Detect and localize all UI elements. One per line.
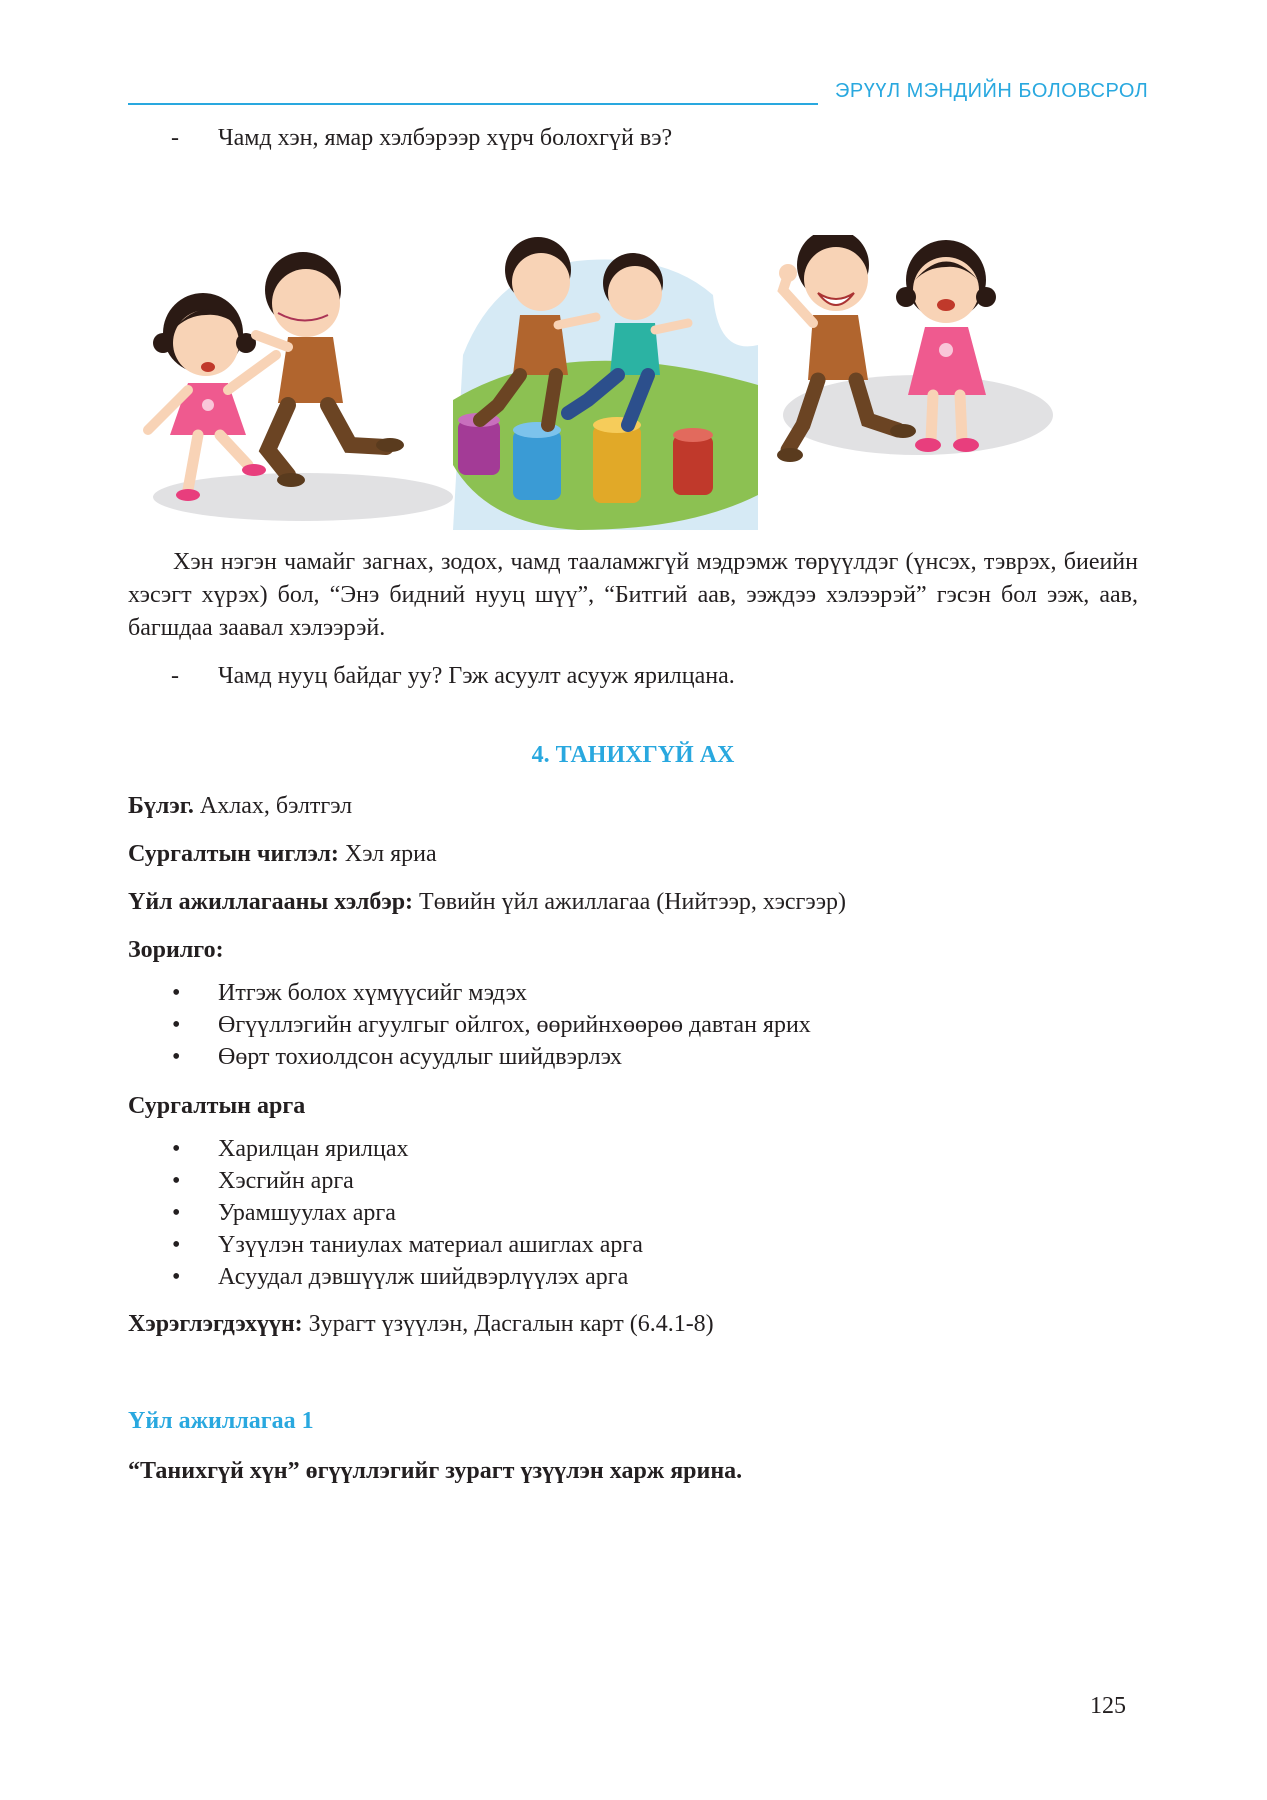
list-item <box>128 1229 1138 1261</box>
direction-value: Хэл яриа <box>338 841 437 867</box>
group-label: Бүлэг. <box>128 793 194 819</box>
direction-label: Сургалтын чиглэл: <box>128 841 339 867</box>
body-paragraph: Хэн нэгэн чамайг загнах, зодох, чамд тааламжгүй мэдрэмж төрүүлдэг (үнсэх, тэврэх, биеийн хэсэгт хүрэх) бол, “Энэ бидний нууц шүү”, “Битгий аав, ээждээ хэлээрэй” гэсэн бол ээж, аав, багшдаа заавал хэлээрэй. <box>128 549 1138 641</box>
bullet: • <box>172 1136 181 1162</box>
running-header: ЭРҮҮЛ МЭНДИЙН БОЛОВСРОЛ <box>835 80 1149 102</box>
methods-list <box>128 1133 1138 1293</box>
materials-field <box>128 1308 714 1340</box>
methods-label: Сургалтын арга <box>128 1093 306 1119</box>
list-item <box>128 1041 1138 1073</box>
section-title: 4. ТАНИХГҮЙ АХ <box>531 742 735 768</box>
bullet: • <box>172 1200 181 1226</box>
list-item <box>128 977 1138 1009</box>
dash-marker: - <box>171 125 179 151</box>
method-item: Урамшуулах арга <box>218 1200 396 1226</box>
scene-girl-chasing-boy <box>148 252 453 521</box>
materials-value: Зурагт үзүүлэн, Дасгалын карт (6.4.1-8) <box>302 1311 714 1337</box>
scene-boy-pushing <box>453 237 758 530</box>
methods-heading <box>128 1090 305 1122</box>
method-item: Асуудал дэвшүүлж шийдвэрлүүлэх арга <box>218 1264 629 1290</box>
form-field <box>128 886 846 918</box>
goal-item: Өөрт тохиолдсон асуудлыг шийдвэрлэх <box>218 1044 622 1070</box>
scene-angry-boy-crying-girl <box>777 235 1053 462</box>
method-item: Харилцан ярилцах <box>218 1136 409 1162</box>
list-item <box>128 1133 1138 1165</box>
bullet: • <box>172 1044 181 1070</box>
bullet: • <box>172 1012 181 1038</box>
group-value: Ахлах, бэлтгэл <box>193 793 353 819</box>
direction-field <box>128 838 437 870</box>
method-item: Хэсгийн арга <box>218 1168 354 1194</box>
goal-item: Итгэж болох хүмүүсийг мэдэх <box>218 980 528 1006</box>
list-item <box>128 1165 1138 1197</box>
goal-heading <box>128 934 224 966</box>
question-1-text: Чамд хэн, ямар хэлбэрээр хүрч болохгүй вэ? <box>218 125 673 151</box>
goal-item: Өгүүллэгийн агуулгыг ойлгох, өөрийнхөөрөө давтан ярих <box>218 1012 811 1038</box>
list-item <box>128 1009 1138 1041</box>
question-2-text: Чамд нууц байдаг уу? Гэж асуулт асууж ярилцана. <box>218 663 735 689</box>
goals-list <box>128 977 1138 1073</box>
activity-title: Үйл ажиллагаа 1 <box>128 1408 314 1434</box>
page-number: 125 <box>1090 1693 1126 1719</box>
illustration-children <box>128 235 1138 530</box>
bullet: • <box>172 980 181 1006</box>
materials-label: Хэрэглэгдэхүүн: <box>128 1311 303 1337</box>
group-field <box>128 790 352 822</box>
bullet: • <box>172 1232 181 1258</box>
form-label: Үйл ажиллагааны хэлбэр: <box>128 889 414 915</box>
header-rule <box>128 103 818 105</box>
list-item <box>128 1261 1138 1293</box>
list-item <box>128 1197 1138 1229</box>
bullet: • <box>172 1168 181 1194</box>
method-item: Үзүүлэн таниулах материал ашиглах арга <box>218 1232 643 1258</box>
dash-marker: - <box>171 663 179 689</box>
goal-label: Зорилго: <box>128 937 224 963</box>
activity-description: “Танихгүй хүн” өгүүллэгийг зурагт үзүүлэн харж ярина. <box>128 1458 743 1484</box>
form-value: Төвийн үйл ажиллагаа (Нийтээр, хэсгээр) <box>413 889 846 915</box>
bullet: • <box>172 1264 181 1290</box>
